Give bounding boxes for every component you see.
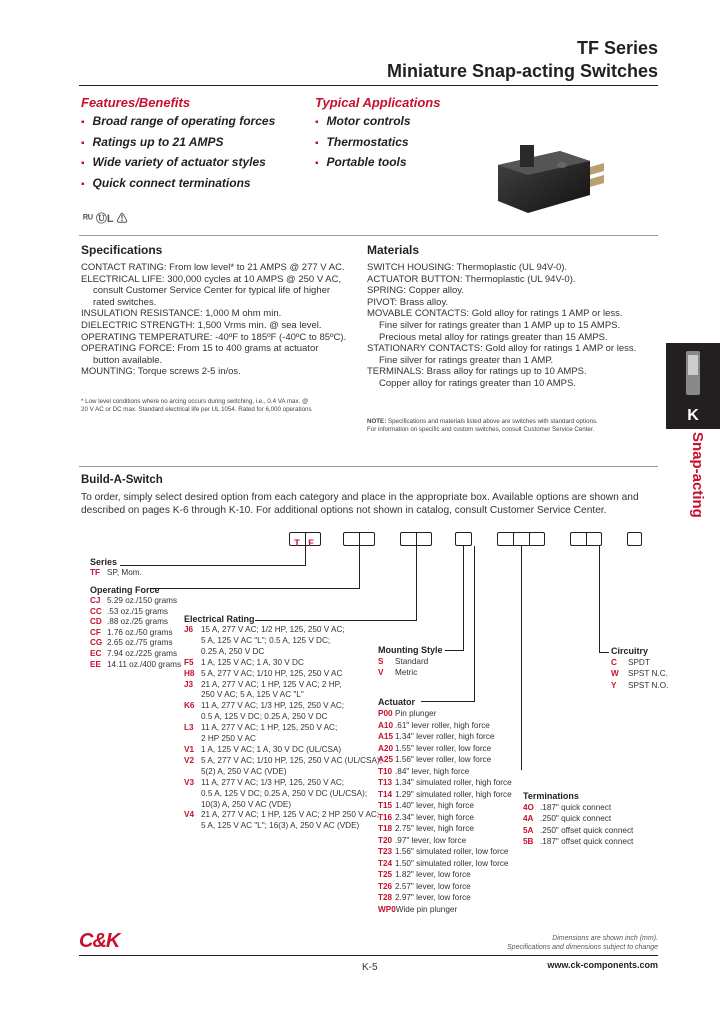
actuator-option[interactable]: T26 2.57" lever, low force [378,881,471,891]
terminations-label: Terminations [523,791,579,801]
circuitry-options [611,657,668,691]
termination-option[interactable]: 5A .250" offset quick connect [523,825,634,835]
feature-item: ▪ Broad range of operating forces [81,112,275,133]
actuator-option[interactable]: T16 2.34" lever, high force [378,812,474,822]
actuator-option[interactable]: T23 1.56" simulated roller, low force [378,847,509,856]
electrical-option[interactable]: 10(3) A, 250 V AC (VDE) [201,799,292,809]
spec-line: OPERATING FORCE: From 15 to 400 grams at actuator [81,343,319,355]
circuitry-option[interactable]: Y SPST N.O. [611,680,669,690]
electrical-option[interactable]: 5 A, 125 V AC "L"; 0.5 A, 125 V DC; [201,635,331,645]
electrical-option[interactable]: L3 11 A, 277 V AC; 1 HP, 125, 250 V AC; [184,723,338,733]
features-heading: Features/Benefits [81,95,191,110]
force-option[interactable]: CC .53 oz./15 grams [90,606,168,616]
electrical-option[interactable]: V2 5 A, 277 V AC; 1/10 HP, 125, 250 V AC (UL/CSA); [184,755,382,765]
electrical-options [184,625,382,832]
spec-line: CONTACT RATING: From low level* to 21 AMPS @ 277 V AC. [81,262,345,273]
page-title: Miniature Snap-acting Switches [386,61,658,81]
electrical-option[interactable]: J6 15 A, 277 V AC; 1/2 HP, 125, 250 V AC; [184,625,345,634]
electrical-option[interactable]: 0.5 A, 125 V DC; 0.25 A, 250 V DC [201,712,328,722]
circuitry-option[interactable]: C SPDT [611,658,650,667]
electrical-option[interactable]: K6 11 A, 277 V AC; 1/3 HP, 125, 250 V AC; [184,701,345,711]
order-box-circuitry[interactable] [627,532,642,546]
specifications-heading: Specifications [81,243,163,257]
circuitry-option[interactable]: W SPST N.C. [611,669,668,679]
feature-item: ▪ Ratings up to 21 AMPS [81,133,275,154]
circuitry-label: Circuitry [611,646,649,656]
application-item: ▪ Thermostatics [315,133,411,154]
electrical-option[interactable]: V4 21 A, 277 V AC; 1 HP, 125 V AC; 2 HP 250 V AC; [184,810,380,820]
series-option: TF SP, Mom. [90,568,142,577]
material-line: Fine silver for ratings greater than 1 AMP. [379,354,554,366]
order-box-series[interactable]: T F [289,532,321,546]
page-number: K-5 [362,962,378,973]
actuator-option[interactable]: T14 1.29" simulated roller, high force [378,789,512,799]
termination-option[interactable]: 5B .187" offset quick connect [523,837,634,847]
section-k-tab: K [666,403,720,429]
series-label: Series [90,557,118,567]
electrical-option[interactable]: 250 V AC; 5 A, 125 V AC "L" [201,690,304,700]
order-box-mounting[interactable] [455,532,472,546]
actuator-option[interactable]: A10 .61" lever roller, high force [378,720,490,730]
electrical-option[interactable]: V1 1 A, 125 V AC; 1 A, 30 V DC (UL/CSA) [184,744,342,754]
electrical-option[interactable]: H8 5 A, 277 V AC; 1/10 HP, 125, 250 V AC [184,668,343,678]
force-label: Operating Force [90,585,160,595]
spec-line: button available. [93,354,163,366]
spec-line: ELECTRICAL LIFE: 300,000 cycles at 10 AMPS @ 250 V AC, [81,273,342,285]
section-label: Snap-acting [689,432,706,518]
electrical-option[interactable]: 0.25 A, 250 V DC [201,646,265,656]
certification-marks: ᴿᵁ ⓊL ⚠ [83,213,128,225]
side-tab-image [666,343,720,403]
force-option[interactable]: CG 2.65 oz./75 grams [90,638,173,648]
electrical-option[interactable]: 0.5 A, 125 V DC; 0.25 A, 250 V DC (UL/CSA); [201,788,368,798]
applications-heading: Typical Applications [315,95,441,110]
mounting-option[interactable]: V Metric [378,668,418,678]
force-option[interactable]: EC 7.94 oz./225 grams [90,648,178,658]
material-line: Fine silver for ratings greater than 1 AMP up to 15 AMPS. [379,319,621,331]
actuator-option[interactable]: T28 2.97" lever, low force [378,893,471,902]
actuator-option[interactable]: T10 .84" lever, high force [378,766,470,776]
build-heading: Build-A-Switch [81,474,163,486]
spec-line: consult Customer Service Center for typical life of higher [93,285,331,297]
footnote-line: 20 V AC or DC max. Standard electrical life per UL 1054. Rated for 6,000 operations [81,406,312,414]
actuator-option[interactable]: T18 2.75" lever, high force [378,824,474,833]
switch-product-image [490,135,610,225]
series-title: TF Series [576,38,658,58]
actuator-option[interactable]: T13 1.34" simulated roller, high force [378,778,512,787]
material-line: SPRING: Copper alloy. [367,285,464,297]
actuator-option[interactable]: T24 1.50" simulated roller, low force [378,858,509,868]
actuator-option[interactable]: A15 1.34" lever roller, high force [378,732,495,741]
material-line: ACTUATOR BUTTON: Thermoplastic (UL 94V-0). [367,273,576,285]
force-option[interactable]: CJ 5.29 oz./150 grams [90,596,178,605]
material-line: PIVOT: Brass alloy. [367,296,449,308]
mounting-option[interactable]: S Standard [378,657,429,666]
materials-list [367,262,657,390]
actuator-option[interactable]: T25 1.82" lever, low force [378,870,471,879]
material-line: Copper alloy for ratings greater than 10 AMPS. [379,377,576,389]
specs-rule [79,235,658,236]
actuator-option[interactable]: A25 1.56" lever roller, low force [378,755,492,764]
electrical-option[interactable]: V3 11 A, 277 V AC; 1/3 HP, 125, 250 V AC; [184,777,345,787]
footnote-line: * Low level conditions where no arcing occurs during switching, i.e., 0.4 VA max. @ [81,398,309,405]
mounting-label: Mounting Style [378,645,443,655]
footer-rule [79,955,658,956]
actuator-option[interactable]: A20 1.55" lever roller, low force [378,743,492,753]
build-rule [79,466,658,467]
applications-list [315,112,411,174]
electrical-option[interactable]: 5 A, 125 V AC "L"; 16(3) A, 250 V AC (VDE) [201,821,360,831]
material-line: TERMINALS: Brass alloy for ratings up to 10 AMPS. [367,366,587,378]
electrical-option[interactable]: 2 HP 250 V AC [201,734,256,744]
spec-line: rated switches. [93,296,157,308]
material-line: MOVABLE CONTACTS: Gold alloy for ratings 1 AMP or less. [367,308,623,320]
actuator-option[interactable]: P00 Pin plunger [378,709,437,718]
electrical-option[interactable]: F5 1 A, 125 V AC; 1 A, 30 V DC [184,657,304,667]
header-rule [79,85,658,86]
actuator-options [378,708,512,915]
application-item: ▪ Motor controls [315,112,411,133]
mounting-options [378,656,428,679]
order-box-actuator[interactable] [497,532,545,546]
electrical-option[interactable]: 5(2) A, 250 V AC (VDE) [201,766,287,776]
feature-item: ▪ Quick connect terminations [81,174,275,195]
spec-line: DIELECTRIC STRENGTH: 1,500 Vrms min. @ sea level. [81,319,322,331]
spec-line: OPERATING TEMPERATURE: -40ºF to 185ºF (-40ºC to 85ºC). [81,331,347,343]
electrical-label: Electrical Rating [184,614,255,624]
features-list [81,112,275,194]
electrical-option[interactable]: J3 21 A, 277 V AC; 1 HP, 125 V AC; 2 HP, [184,679,342,689]
ck-logo: C&K [79,930,120,952]
feature-item: ▪ Wide variety of actuator styles [81,153,275,174]
force-option[interactable]: EE 14.11 oz./400 grams [90,659,182,669]
actuator-option[interactable]: T20 .97" lever, low force [378,835,467,845]
force-option[interactable]: CF 1.76 oz./50 grams [90,627,173,637]
actuator-label: Actuator [378,697,416,707]
website-link[interactable]: www.ck-components.com [547,960,658,970]
material-line: SWITCH HOUSING: Thermoplastic (UL 94V-0). [367,262,568,273]
spec-line: MOUNTING: Torque screws 2-5 in/os. [81,366,241,378]
specifications-footnote [81,398,361,415]
termination-option[interactable]: 4O .187" quick connect [523,803,612,812]
application-item: ▪ Portable tools [315,153,411,174]
force-options [90,596,181,670]
specifications-list [81,262,361,378]
actuator-option[interactable]: WP0Wide pin plunger [378,904,458,914]
materials-heading: Materials [367,243,420,257]
actuator-option[interactable]: T15 1.40" lever, high force [378,801,474,810]
materials-note: NOTE: Specifications and materials listed above are switches with standard options. For information on specific and custom switches, consult Customer Service Center. [367,418,598,434]
build-intro: To order, simply select desired option from each category and place in the appropriate box. Available options are shown and described on pages K-6 through K-10. For additional options not shown in catalog, consult Customer Service Center. [81,492,639,516]
spec-line: INSULATION RESISTANCE: 1,000 M ohm min. [81,308,282,320]
material-line: Precious metal alloy for ratings greater than 15 AMPS. [379,331,608,343]
material-line: STATIONARY CONTACTS: Gold alloy for ratings 1 AMP or less. [367,343,637,355]
termination-option[interactable]: 4A .250" quick connect [523,814,612,824]
footer-disclaimer: Dimensions are shown inch (mm). Specifications and dimensions subject to change [507,935,658,951]
terminations-options [523,802,633,848]
force-option[interactable]: CD .88 oz./25 grams [90,617,168,627]
